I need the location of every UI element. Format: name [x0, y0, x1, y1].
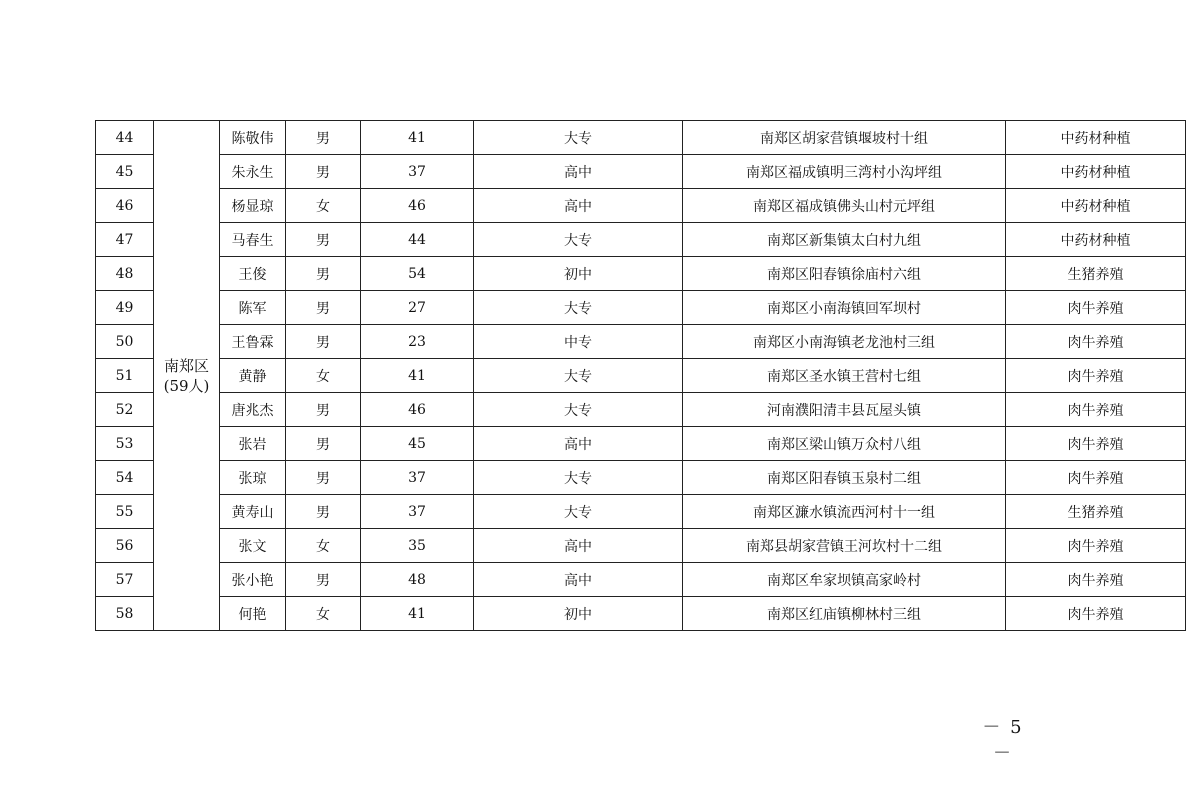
industry-cell: 中药材种植: [1006, 189, 1186, 223]
region-cell: [154, 121, 220, 631]
address-cell: 南郑区梁山镇万众村八组: [683, 427, 1006, 461]
gender-cell: 男: [286, 427, 361, 461]
person-name-cell: 张琼: [220, 461, 286, 495]
industry-cell: 肉牛养殖: [1006, 359, 1186, 393]
person-name-cell: 杨显琼: [220, 189, 286, 223]
education-cell: 初中: [474, 257, 683, 291]
gender-cell: 男: [286, 223, 361, 257]
age-cell: 35: [361, 529, 474, 563]
table-row: [96, 325, 1186, 359]
industry-cell: 肉牛养殖: [1006, 461, 1186, 495]
education-cell: 大专: [474, 291, 683, 325]
gender-cell: 男: [286, 563, 361, 597]
address-cell: 南郑区牟家坝镇高家岭村: [683, 563, 1006, 597]
row-number-cell: 47: [96, 223, 154, 257]
address-cell: 南郑县胡家营镇王河坎村十二组: [683, 529, 1006, 563]
address-cell: 河南濮阳清丰县瓦屋头镇: [683, 393, 1006, 427]
industry-cell: 肉牛养殖: [1006, 597, 1186, 631]
table-row: [96, 563, 1186, 597]
gender-cell: 男: [286, 393, 361, 427]
row-number-cell: 48: [96, 257, 154, 291]
age-cell: 48: [361, 563, 474, 597]
address-cell: 南郑区圣水镇王营村七组: [683, 359, 1006, 393]
education-cell: 高中: [474, 563, 683, 597]
table-row: [96, 427, 1186, 461]
gender-cell: 男: [286, 461, 361, 495]
education-cell: 高中: [474, 529, 683, 563]
age-cell: 37: [361, 495, 474, 529]
age-cell: 54: [361, 257, 474, 291]
gender-cell: 女: [286, 529, 361, 563]
person-name-cell: 马春生: [220, 223, 286, 257]
row-number-cell: 54: [96, 461, 154, 495]
row-number-cell: 49: [96, 291, 154, 325]
education-cell: 高中: [474, 189, 683, 223]
row-number-cell: 44: [96, 121, 154, 155]
roster-body: [96, 121, 1186, 631]
row-number-cell: 56: [96, 529, 154, 563]
gender-cell: 男: [286, 495, 361, 529]
age-cell: 23: [361, 325, 474, 359]
age-cell: 41: [361, 121, 474, 155]
table-row: [96, 121, 1186, 155]
row-number-cell: 53: [96, 427, 154, 461]
row-number-cell: 51: [96, 359, 154, 393]
person-name-cell: 朱永生: [220, 155, 286, 189]
table-row: [96, 359, 1186, 393]
roster-table: [95, 120, 1186, 631]
table-row: [96, 223, 1186, 257]
education-cell: 大专: [474, 121, 683, 155]
industry-cell: 肉牛养殖: [1006, 427, 1186, 461]
age-cell: 27: [361, 291, 474, 325]
industry-cell: 生猪养殖: [1006, 257, 1186, 291]
address-cell: 南郑区福成镇明三湾村小沟坪组: [683, 155, 1006, 189]
table-row: [96, 257, 1186, 291]
gender-cell: 女: [286, 597, 361, 631]
education-cell: 初中: [474, 597, 683, 631]
industry-cell: 中药材种植: [1006, 121, 1186, 155]
person-name-cell: 王鲁霖: [220, 325, 286, 359]
person-name-cell: 唐兆杰: [220, 393, 286, 427]
address-cell: 南郑区阳春镇徐庙村六组: [683, 257, 1006, 291]
table-row: [96, 291, 1186, 325]
row-number-cell: 57: [96, 563, 154, 597]
education-cell: 大专: [474, 393, 683, 427]
education-cell: 高中: [474, 427, 683, 461]
address-cell: 南郑区小南海镇老龙池村三组: [683, 325, 1006, 359]
person-name-cell: 王俊: [220, 257, 286, 291]
education-cell: 中专: [474, 325, 683, 359]
table-row: [96, 529, 1186, 563]
industry-cell: 肉牛养殖: [1006, 529, 1186, 563]
industry-cell: 中药材种植: [1006, 155, 1186, 189]
table-row: [96, 189, 1186, 223]
address-cell: 南郑区新集镇太白村九组: [683, 223, 1006, 257]
industry-cell: 生猪养殖: [1006, 495, 1186, 529]
row-number-cell: 58: [96, 597, 154, 631]
person-name-cell: 何艳: [220, 597, 286, 631]
gender-cell: 女: [286, 189, 361, 223]
age-cell: 44: [361, 223, 474, 257]
person-name-cell: 陈敬伟: [220, 121, 286, 155]
table-row: [96, 155, 1186, 189]
address-cell: 南郑区福成镇佛头山村元坪组: [683, 189, 1006, 223]
industry-cell: 肉牛养殖: [1006, 563, 1186, 597]
address-cell: 南郑区胡家营镇堰坡村十组: [683, 121, 1006, 155]
age-cell: 41: [361, 597, 474, 631]
gender-cell: 女: [286, 359, 361, 393]
education-cell: 大专: [474, 223, 683, 257]
table-row: [96, 393, 1186, 427]
row-number-cell: 52: [96, 393, 154, 427]
person-name-cell: 张岩: [220, 427, 286, 461]
region-count: (59人): [163, 376, 210, 395]
industry-cell: 中药材种植: [1006, 223, 1186, 257]
gender-cell: 男: [286, 325, 361, 359]
age-cell: 45: [361, 427, 474, 461]
gender-cell: 男: [286, 121, 361, 155]
person-name-cell: 张小艳: [220, 563, 286, 597]
education-cell: 大专: [474, 461, 683, 495]
age-cell: 37: [361, 461, 474, 495]
address-cell: 南郑区濂水镇流西河村十一组: [683, 495, 1006, 529]
address-cell: 南郑区小南海镇回军坝村: [683, 291, 1006, 325]
page-number: － 5 －: [982, 717, 1024, 764]
region-name: 南郑区: [163, 356, 209, 375]
gender-cell: 男: [286, 257, 361, 291]
address-cell: 南郑区红庙镇柳林村三组: [683, 597, 1006, 631]
age-cell: 41: [361, 359, 474, 393]
industry-cell: 肉牛养殖: [1006, 325, 1186, 359]
industry-cell: 肉牛养殖: [1006, 393, 1186, 427]
education-cell: 大专: [474, 495, 683, 529]
industry-cell: 肉牛养殖: [1006, 291, 1186, 325]
table-row: [96, 495, 1186, 529]
gender-cell: 男: [286, 155, 361, 189]
row-number-cell: 45: [96, 155, 154, 189]
person-name-cell: 黄静: [220, 359, 286, 393]
age-cell: 37: [361, 155, 474, 189]
person-name-cell: 黄寿山: [220, 495, 286, 529]
education-cell: 大专: [474, 359, 683, 393]
education-cell: 高中: [474, 155, 683, 189]
row-number-cell: 46: [96, 189, 154, 223]
row-number-cell: 50: [96, 325, 154, 359]
table-row: [96, 597, 1186, 631]
gender-cell: 男: [286, 291, 361, 325]
table-row: [96, 461, 1186, 495]
age-cell: 46: [361, 189, 474, 223]
age-cell: 46: [361, 393, 474, 427]
address-cell: 南郑区阳春镇玉泉村二组: [683, 461, 1006, 495]
person-name-cell: 陈军: [220, 291, 286, 325]
person-name-cell: 张文: [220, 529, 286, 563]
row-number-cell: 55: [96, 495, 154, 529]
